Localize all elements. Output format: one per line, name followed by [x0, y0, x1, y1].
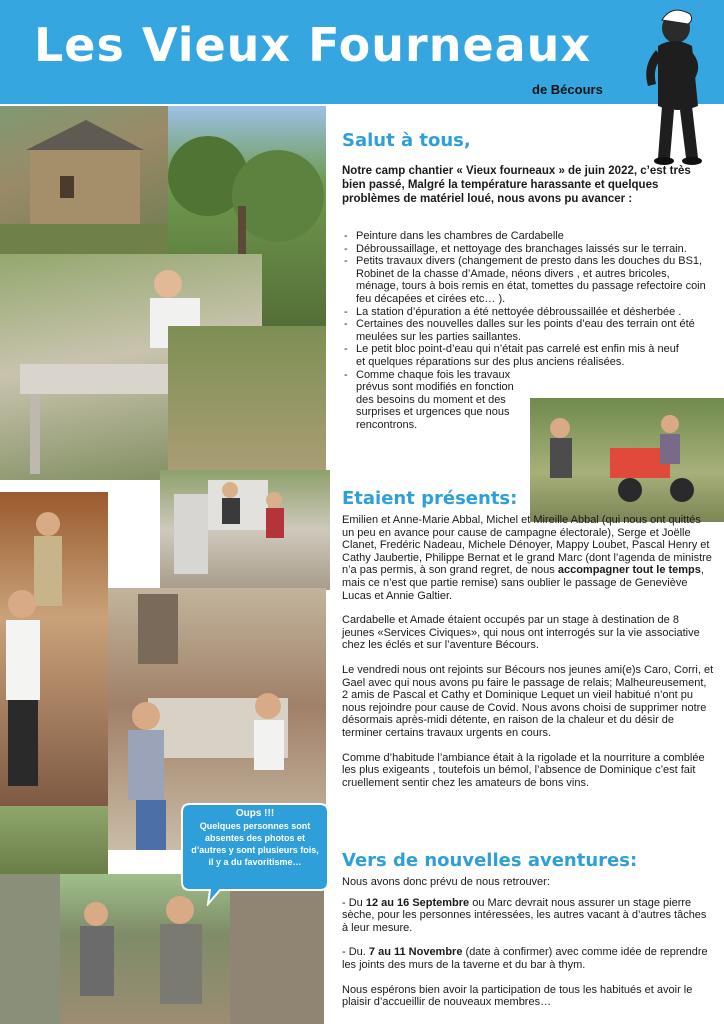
intro-list-container: [342, 230, 712, 432]
building-water-point-photo: [160, 470, 330, 590]
next-date-2: [342, 946, 714, 971]
list-item: - La station d’épuration a été nettoyée débroussaillée et désherbée .: [342, 306, 712, 319]
presents-paragraph-3: Le vendredi nous ont rejoints sur Bécours nos jeunes ami(e)s Caro, Corri, et Gael avec qui nous avons pu faire le passage de relais; Malheureusement, 2 amis de Pascal et Cathy et Dominique Lequet un vieil habitué n’ont pu nous rejoindre pour cause de Covid. Nous avons choisi de supprimer notre désormais après-midi détente, en raison de la chaleur et du désir de terminer certains travaux urgents en cours.: [342, 663, 714, 739]
next-body: [342, 876, 714, 1021]
date-text: (date à confirmer) avec comme idée de reprendre les joints des murs de la taverne et du bar à thym.: [342, 946, 708, 971]
kitchen-photo: [0, 492, 108, 806]
page-title: Les Vieux Fourneaux: [34, 18, 592, 72]
next-heading: Vers de nouvelles aventures:: [342, 850, 638, 871]
presents-paragraph-1: [342, 514, 714, 602]
next-closing: Nous espérons bien avoir la participation de tous les habitués et avoir le plaisir d’accueillir de nouveaux membres…: [342, 983, 693, 1009]
old-man-illustration-icon: [628, 6, 718, 166]
small-garden-photo: [0, 806, 108, 874]
date-text: ou Marc devrait nous assurer un stage pierre sèche, pour les personnes intéressées, les autres vacant à d’autres tâches à leur mesure.: [342, 896, 707, 934]
greeting-heading: Salut à tous,: [342, 130, 471, 151]
list-item: - Le petit bloc point-d’eau qui n’était pas carrelé est enfin mis à neuf et quelques réparations sur des plus anciens réalisées.: [342, 343, 686, 368]
list-item: - Comme chaque fois les travaux prévus sont modifiés en fonction des besoins du moment et des surprises et urgences que nous rencontrons.: [342, 369, 526, 432]
list-item: - Peinture dans les chambres de Cardabelle: [342, 230, 712, 243]
date-prefix: - Du: [342, 896, 366, 909]
presents-text: Emilien et Anne-Marie Abbal, Michel et Mireille Abbal (qui nous ont quittés un peu en avance pour cause de campagne électorale), Serge et Joëlle Clanet, Fredéric Nadeau, Michele Dénoyer, Mappy Loubet, Pascal Henry et Cathy Jaubertie, Philippe Bernat et le grand Marc (dont l’agenda de ministre n’a pas permis, à son grand regret, de nous: [342, 514, 712, 577]
presents-paragraph-4: Comme d’habitude l’ambiance était à la rigolade et la nourriture a comblée les plus exigeants , toutefois un bémol, l’absence de Dominique c’est fait cruellement sentir chez les amateurs de bons vins.: [342, 751, 705, 789]
presents-bold-text: accompagner tout le temps: [557, 564, 701, 577]
list-item: - Certaines des nouvelles dalles sur les points d’eau des terrain ont été meulées sur les parties saillantes.: [342, 318, 712, 343]
date-bold: 12 au 16 Septembre: [365, 896, 470, 909]
page-subtitle: de Bécours: [532, 82, 603, 97]
next-paragraph-1: Nous avons donc prévu de nous retrouver:: [342, 876, 550, 888]
bubble-oups: Oups !!!: [235, 808, 275, 819]
list-item: - Débroussaillage, et nettoyage des branchages laissés sur le terrain.: [342, 243, 712, 256]
intro-lead: Notre camp chantier « Vieux fourneaux » de juin 2022, c’est très bien passé, Malgré la température harassante et quelques problèmes de matériel loué, nous avons pu avancer :: [342, 165, 691, 205]
house-photo: [0, 106, 168, 254]
date-prefix: - Du.: [342, 946, 369, 959]
list-item: - Petits travaux divers (changement de presto dans les douches du BS1, Robinet de la chasse d’Amade, néons divers , et autres bricoles, ménage, tours à bois remis en état, tomettes du passage refectoire coin feu décapées et cirées etc… ).: [342, 255, 712, 305]
speech-bubble-text: [190, 808, 320, 868]
next-date-1: [342, 897, 714, 935]
date-bold: 7 au 11 Novembre: [368, 946, 463, 959]
presents-body: [342, 514, 714, 801]
presents-paragraph-2: Cardabelle et Amade étaient occupés par un stage à destination de 8 jeunes «Services Civiques», qui nous ont interrogés sur la vie associative chez les éclés et sur l’aventure Bécours.: [342, 614, 700, 652]
presents-heading: Etaient présents:: [342, 488, 518, 509]
presents-text-end: , mais ce n’est que partie remise) sans oublier le passage de Geneviève Lucas et Annie Galtier.: [342, 564, 704, 602]
bubble-message: Quelques personnes sont absentes des photos et d’autres y sont plusieurs fois, il y a du favoritisme…: [191, 821, 319, 867]
work-list: [342, 230, 712, 432]
